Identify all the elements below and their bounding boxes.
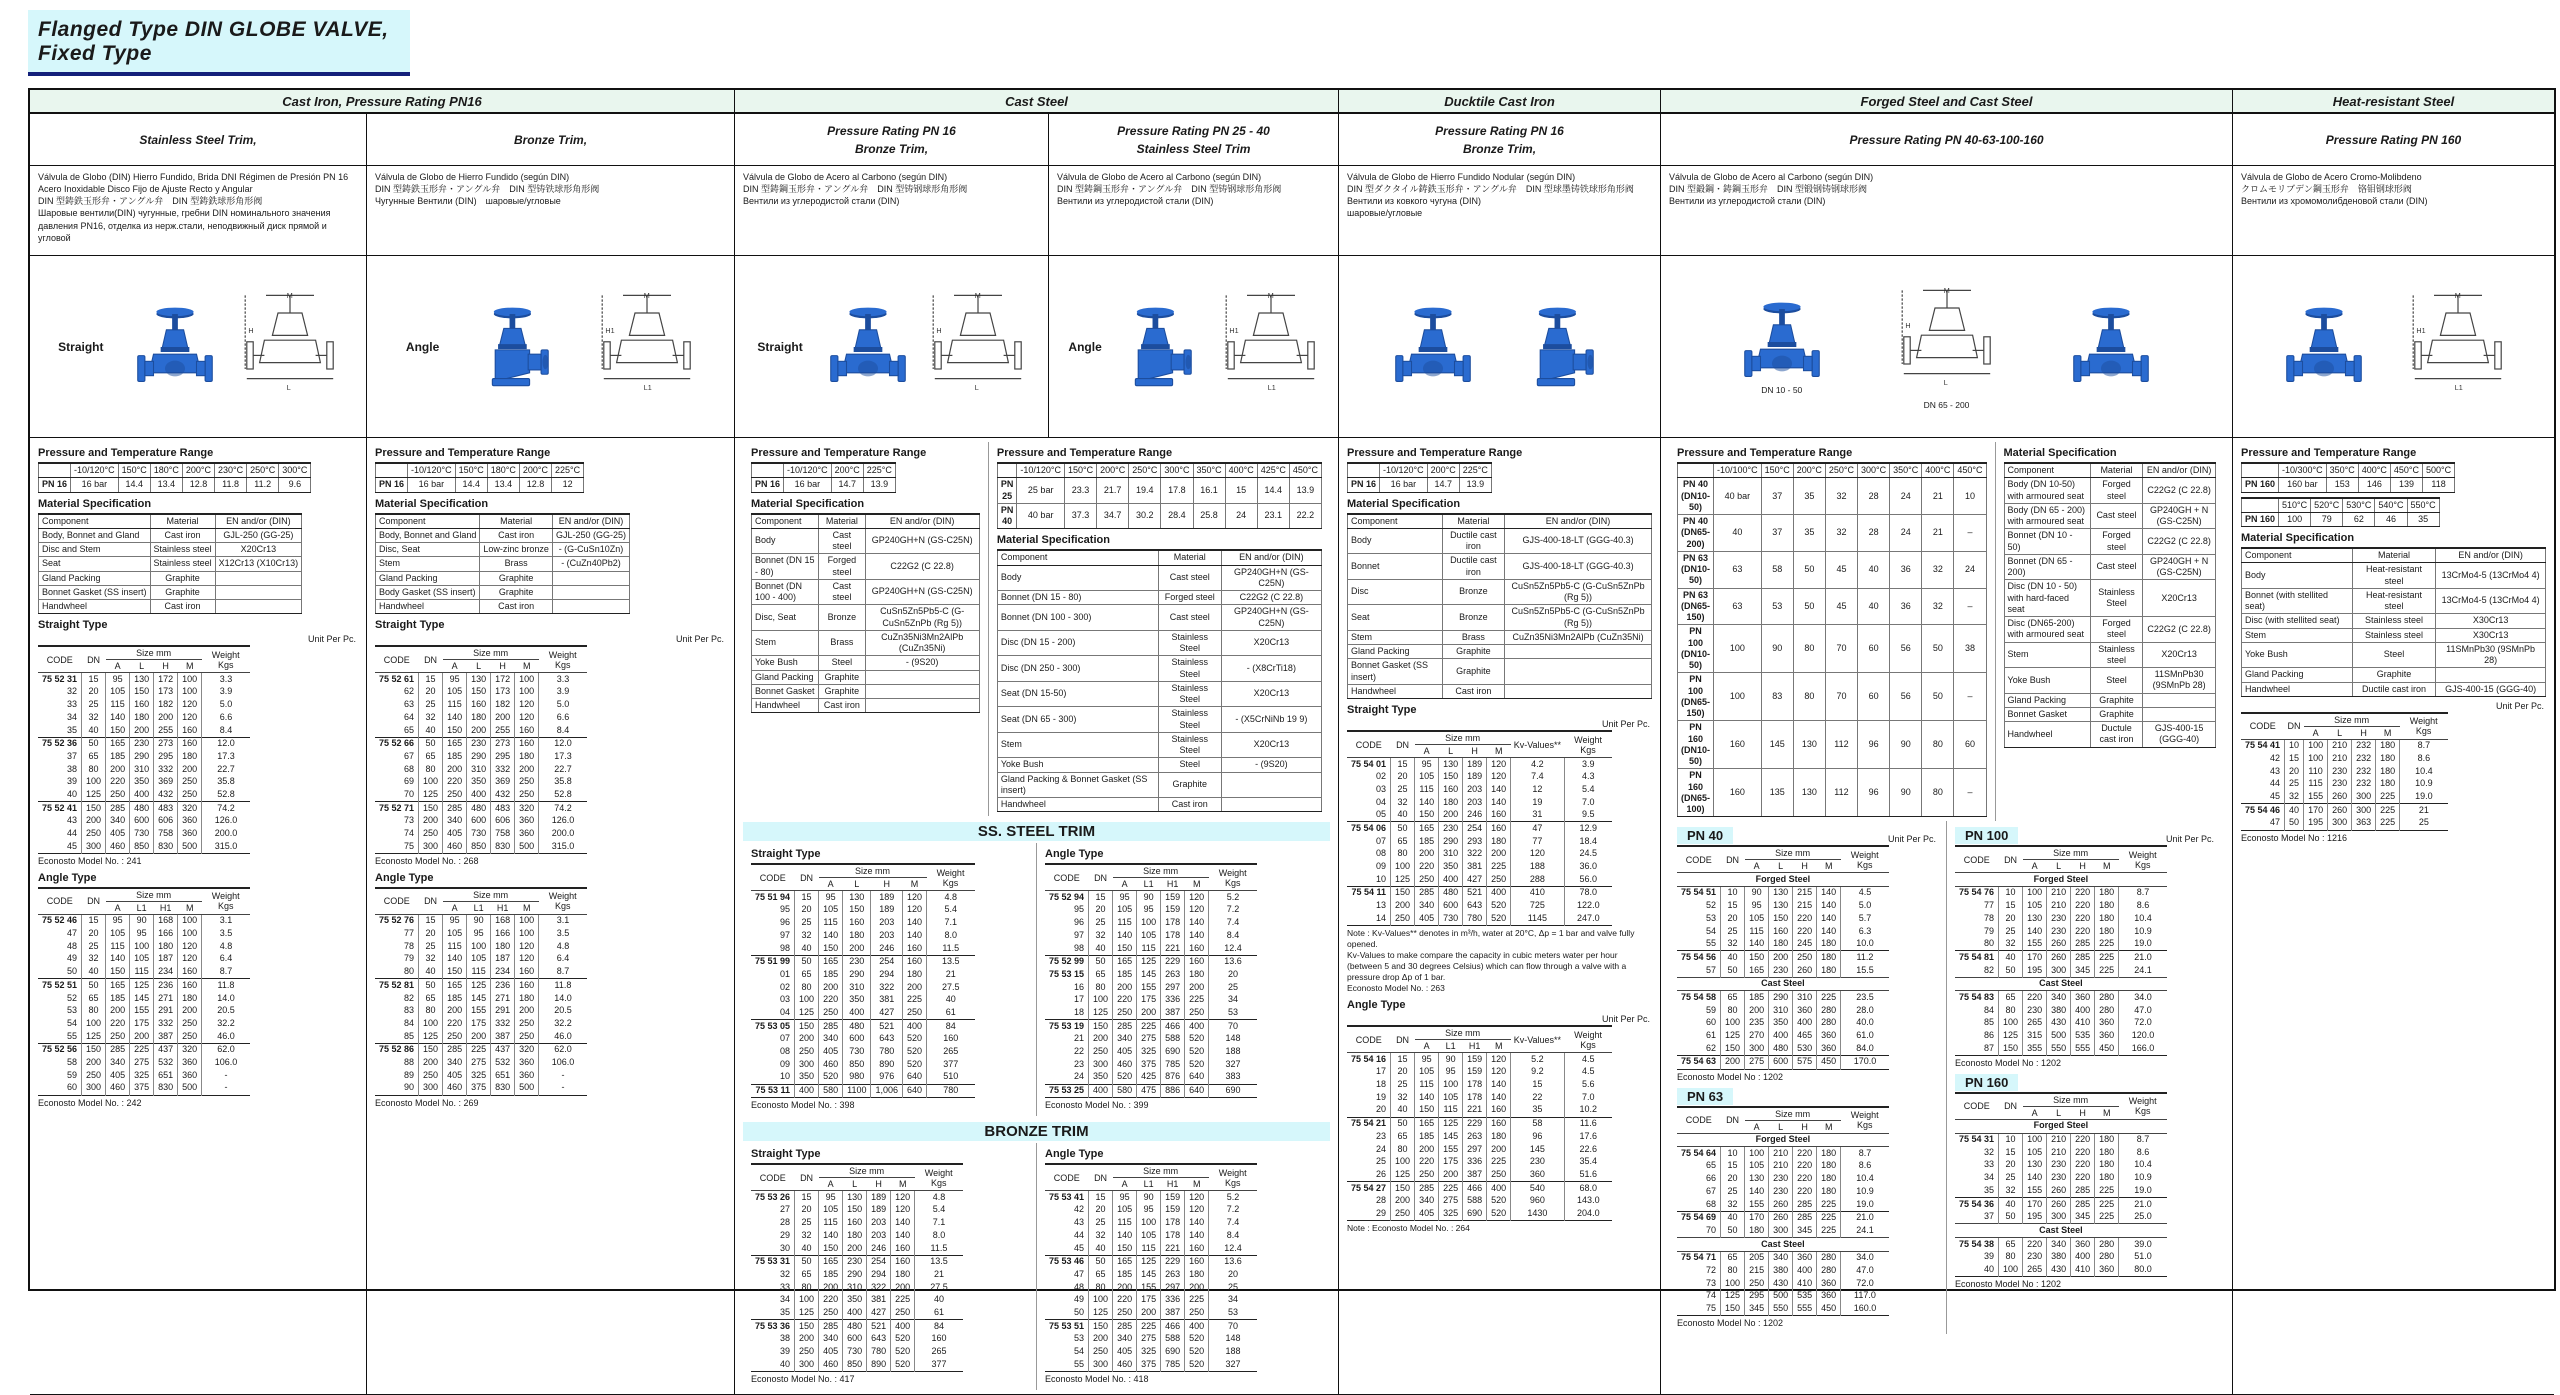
straight-dimensions-table: CODE DN Size mm Weight Kgs A L H M 75 51 94 15 95 130 189 120 4.8 95 20 105 150 189 120 5.4 96 25 115 160 203 140 7.1 97 32 140 180 203 140 8.0 98 40 150 200 246 160 11.5 75 51 99 50 165 230 254 160 13.5 01 65 185 290 294 180 21 02 80 200 310 322 200 27.5 03 100 220 350 381 225 40 04 125 250 400 427 250 61 75 53 05 150 285 480 521 400 84 07 200 340 600 643 520 160 08 250 405 730 780 520 265 09 300 460 850 890 520 377 10 350 520 980 976 640 510 75 53 11 400 580 1100 1,006 640 780 <box>751 863 1028 1098</box>
straight-dimensions-table: CODE DN Size mm Kv-Values** Weight Kgs A L H M 75 54 01 15 95 130 189 120 4.2 3.9 02 20 105 150 189 120 7.4 4.3 03 25 115 160 203 140 12 5.4 04 32 140 180 203 140 19 7.0 05 40 150 200 246 160 31 9.5 75 54 06 50 165 230 254 160 47 12.9 07 65 185 290 293 180 77 18.4 08 80 200 310 322 200 120 24.5 09 100 220 350 381 225 188 36.0 10 125 250 400 427 250 288 56.0 75 54 11 150 285 480 521 400 410 78.0 13 200 340 600 643 520 725 122.0 14 250 405 730 780 520 1145 247.0 <box>1347 730 1652 926</box>
angle-dimensions-table: CODE DN Size mm Weight Kgs A L1 H1 M 75 53 41 15 95 90 159 120 5.2 42 20 105 95 159 120 7.2 43 25 115 100 178 140 7.4 44 32 140 105 178 140 8.4 45 40 150 115 221 160 12.4 75 53 46 50 165 125 229 160 13.6 47 65 185 145 263 180 20 48 80 200 155 297 200 25 49 100 220 175 336 225 34 50 125 250 200 387 250 53 75 53 51 150 285 225 466 400 70 53 200 340 275 588 520 148 54 250 405 325 690 520 188 55 300 460 375 785 520 327 <box>1045 1163 1322 1372</box>
svg-text:M: M <box>2455 290 2462 300</box>
mat-heading: Material Specification <box>38 497 152 510</box>
straight-dimensions-table: CODE DN Size mm Weight Kgs A L H M 75 52 61 15 95 130 172 100 3.3 62 20 105 150 173 100 3.9 63 25 115 160 182 120 5.0 64 32 140 180 200 120 6.6 65 40 150 200 255 160 8.4 75 52 66 50 165 230 273 160 12.0 67 65 185 290 295 180 17.3 68 80 200 310 332 200 22.7 69 100 220 350 369 250 35.8 70 125 250 400 432 250 52.8 75 52 71 150 285 480 483 320 74.2 73 200 340 600 606 360 126.0 74 250 405 730 758 360 200.0 75 300 460 850 830 500 315.0 <box>375 645 726 854</box>
group-header-ductile-cast-iron: Ducktile Cast Iron <box>1338 90 1660 114</box>
page-title: Flanged Type DIN GLOBE VALVE, Fixed Type <box>28 10 410 76</box>
straight-type-heading: Straight Type <box>751 848 821 861</box>
forged-mat-section <box>1995 442 2224 821</box>
pn160-dimensions-table: CODE DN Size mm Weight Kgs A L H M Forged Steel 75 54 31 10 100 210 220 180 8.7 32 15 105 210 220 180 8.6 33 20 130 230 220 180 10.4 34 25 140 230 220 180 10.9 35 32 155 260 285 225 19.0 75 54 36 40 170 260 285 225 21.0 37 50 195 300 345 225 25.0 Cast Steel 75 54 38 65 220 340 360 280 39.0 39 80 230 380 400 280 51.0 40 100 265 430 410 360 80.0 <box>1955 1092 2216 1277</box>
svg-text:L: L <box>1943 377 1948 387</box>
mat-heading: Material Specification <box>2003 447 2117 459</box>
pn160-banner: PN 160 <box>1955 1074 2018 1091</box>
description-col5: Válvula de Globo de Hierro Fundido Nodular (según DIN) DIN 型ダクタイル鋳鉄玉形弁・アングル弁 DIN 型球墨铸铁球形角形阀 Вентили из ковкого чугуна (DIN) шаровые/угловые <box>1338 166 1660 256</box>
column-cast-iron-bronze-trim <box>366 438 734 1395</box>
dimensions-table: CODE DN Size mm Weight Kgs A L H M 75 54 41 10 100 210 232 180 8.7 42 15 100 210 232 180 8.6 43 20 110 230 232 180 10.4 44 25 115 230 232 180 10.9 45 32 155 260 300 225 19.0 75 54 46 40 170 260 300 225 21 47 50 195 300 363 225 25 <box>2241 712 2546 831</box>
svg-text:L1: L1 <box>2455 382 2464 392</box>
angle-valve-drawing <box>1223 289 1319 405</box>
pt-table: -10/120°C 200°C 225°C PN 16 16 bar 14.7 13.9 <box>1347 462 1652 493</box>
straight-type-heading: Straight Type <box>1347 704 1417 716</box>
straight-valve-photo <box>1390 304 1476 390</box>
svg-text:M: M <box>1943 285 1950 295</box>
forged-valve-drawing <box>1899 284 1995 400</box>
pt-table-300-500: -10/300°C 350°C 400°C 450°C 500°C PN 160 160 bar 153 146 139 118 <box>2241 462 2546 493</box>
svg-text:H1: H1 <box>605 325 615 335</box>
model-number: Econosto Model No. : 269 <box>375 1097 479 1108</box>
pn40-pn63-section <box>1669 821 1946 1334</box>
subheader-ductile-pn16: Pressure Rating PN 16 Bronze Trim, <box>1338 114 1660 166</box>
unit-per-pc-label: Unit Per Pc. <box>1601 719 1650 729</box>
image-band-col7 <box>2232 256 2554 438</box>
pt-heading: Pressure and Temperature Range <box>996 447 1173 459</box>
pt-heading: Pressure and Temperature Range <box>2241 447 2417 459</box>
column-forged-cast-steel <box>1660 438 2232 1395</box>
svg-text:M: M <box>286 290 293 300</box>
svg-text:M: M <box>974 290 981 300</box>
ss-trim-angle-section <box>1036 843 1330 1116</box>
straight-valve-photo <box>132 304 218 390</box>
angle-valve-photo <box>1523 304 1609 390</box>
angle-type-heading: Angle Type <box>38 871 97 884</box>
material-table: Component Material EN and/or (DIN) Body, Bonnet and Gland Cast iron GJL-250 (GG-25) Disc and Stem Stainless steel X20Cr13 Seat Stainless steel X12Cr13 (X10Cr13) Gland Packing Graphite Bonnet Gasket (SS insert) Graphite Handwheel Cast iron <box>38 513 358 615</box>
pt-heading: Pressure and Temperature Range <box>1347 447 1523 459</box>
model-number: Econosto Model No. : 268 <box>375 855 479 866</box>
angle-type-heading: Angle Type <box>1045 848 1104 861</box>
cast-valve-photo <box>2068 304 2154 390</box>
subheader-bronze-trim: Bronze Trim, <box>366 114 734 166</box>
mat-heading: Material Specification <box>375 497 489 510</box>
pt-heading: Pressure and Temperature Range <box>751 447 927 459</box>
bronze-trim-straight-section <box>743 1143 1036 1390</box>
svg-text:M: M <box>1267 290 1274 300</box>
image-band-col3 <box>734 256 1048 438</box>
column-cast-iron-ss-trim <box>30 438 366 1395</box>
svg-text:L: L <box>974 382 979 392</box>
forged-pt-section <box>1669 442 1995 821</box>
group-header-cast-steel: Cast Steel <box>734 90 1338 114</box>
mat-heading: Material Specification <box>2241 532 2355 544</box>
photo-label-straight: Straight <box>58 339 104 354</box>
unit-per-pc-label: Unit Per Pc. <box>675 634 724 645</box>
pt-heading: Pressure and Temperature Range <box>375 447 551 459</box>
pt-table: -10/120°C 150°C 180°C 200°C 225°C PN 16 16 bar 14.4 13.4 12.8 12 <box>375 462 726 493</box>
subheader-cs-pn25-40: Pressure Rating PN 25 - 40 Stainless Steel Trim <box>1048 114 1338 166</box>
unit-per-pc-label: Unit Per Pc. <box>307 634 356 645</box>
ss-steel-trim-banner: SS. STEEL TRIM <box>743 822 1330 841</box>
angle-valve-drawing <box>599 289 695 405</box>
group-header-heat-resistant-steel: Heat-resistant Steel <box>2232 90 2554 114</box>
angle-valve-photo <box>1121 304 1207 390</box>
pt-table: -10/100°C 150°C 200°C 250°C 300°C 350°C 400°C 450°C PN 40 (DN10-50) 40 bar 37 35 32 28 24 21 10 PN 40 (DN65-200) 40 37 35 32 28 24 21 – PN 63 (DN10-50) 63 58 50 45 40 36 32 24 PN 63 (DN65-150) 63 53 50 45 40 36 32 – PN 100 (DN10-50) 100 90 80 70 60 56 50 38 PN 100 (DN65-150) 100 83 80 70 60 56 50 – PN 160 (DN10-50) 160 145 130 112 96 90 80 60 PN 160 (DN65-100) 160 135 130 112 96 90 80 – <box>1677 462 1987 817</box>
angle-dimensions-table: CODE DN Size mm Weight Kgs A L1 H1 M 75 52 94 15 95 90 159 120 5.2 95 20 105 95 159 120 7.2 96 25 115 100 178 140 7.4 97 32 140 105 178 140 8.4 98 40 150 115 221 160 12.4 75 52 99 50 165 125 229 160 13.6 75 53 15 65 185 145 263 180 20 16 80 200 155 297 200 25 17 100 220 175 336 225 34 18 125 250 200 387 250 53 75 53 19 150 285 225 466 400 70 21 200 340 275 588 520 148 22 250 405 325 690 520 188 23 300 460 375 785 520 327 24 350 520 425 876 640 383 75 53 25 400 580 475 886 640 690 <box>1045 863 1322 1098</box>
straight-type-heading: Straight Type <box>38 619 108 632</box>
mat-heading: Material Specification <box>751 497 865 510</box>
description-col7: Válvula de Globo de Acero Cromo-Molibdeno クロムモリブデン鋼玉形弁 铬钼钢球形阀 Вентили из хромомолибденовой стали (DIN) <box>2232 166 2554 256</box>
unit-per-pc-label: Unit Per Pc. <box>1601 1014 1650 1025</box>
model-number: Econosto Model No. : 417 <box>751 1373 855 1384</box>
angle-dimensions-table: CODE DN Size mm Weight Kgs A L1 H1 M 75 52 76 15 95 90 168 100 3.1 77 20 105 95 166 100 3.5 78 25 115 100 180 120 4.8 79 32 140 105 187 120 6.4 80 40 150 115 234 160 8.7 75 52 81 50 165 125 236 160 11.8 82 65 185 145 271 180 14.0 83 80 200 155 291 200 20.5 84 100 220 175 332 250 32.2 85 125 250 200 387 250 46.0 75 52 86 150 285 225 437 320 62.0 88 200 340 275 532 360 106.0 89 250 405 325 651 360 - 90 300 460 375 830 500 - <box>375 887 726 1096</box>
pt-table: -10/120°C 200°C 225°C PN 16 16 bar 14.7 13.9 <box>751 462 980 493</box>
mat-heading: Material Specification <box>1347 497 1461 510</box>
material-table: Component Material EN and/or (DIN) Body Heat-resistant steel 13CrMo4-5 (13CrMo4 4) Bonnet (with stellited seat) Heat-resistant steel 13CrMo4-5 (13CrMo4 4) Disc (with stellited seat) Stainless steel X30Cr13 Stem Stainless steel X30Cr13 Yoke Bush Steel 11SMnPb30 (9SMnPb 28) Gland Packing Graphite Handwheel Ductile cast iron GJS-400-15 (GGG-40) <box>2241 547 2546 697</box>
column-cast-steel-group <box>734 438 1338 1395</box>
svg-text:L: L <box>286 382 291 392</box>
ss-trim-straight-section <box>743 843 1036 1116</box>
pn100-pn160-section <box>1946 821 2224 1334</box>
angle-dimensions-table: CODE DN Size mm Weight Kgs A L1 H1 M 75 52 46 15 95 90 168 100 3.1 47 20 105 95 166 100 3.5 48 25 115 100 180 120 4.8 49 32 140 105 187 120 6.4 50 40 150 115 234 160 8.7 75 52 51 50 165 125 236 160 11.8 52 65 185 145 271 180 14.0 53 80 200 155 291 200 20.5 54 100 220 175 332 250 32.2 55 125 250 200 387 250 46.0 75 52 56 150 285 225 437 320 62.0 58 200 340 275 532 360 106.0 59 250 405 325 651 360 - 60 300 460 375 830 500 - <box>38 887 358 1096</box>
material-table: Component Material EN and/or (DIN) Body, Bonnet and Gland Cast iron GJL-250 (GG-25) Disc, Seat Low-zinc bronze - (G-CuSn10Zn) Stem Brass - (CuZn40Pb2) Gland Packing Graphite Body Gasket (SS insert) Graphite Handwheel Cast iron <box>375 513 726 615</box>
forged-valve-photo <box>1739 299 1825 385</box>
subheader-forged-pn40-160: Pressure Rating PN 40-63-100-160 <box>1660 114 2232 166</box>
angle-type-heading: Angle Type <box>375 871 434 884</box>
image-band-col6 <box>1660 256 2232 438</box>
description-col3: Válvula de Globo de Acero al Carbono (según DIN) DIN 型鋳鋼玉形弁・アングル弁 DIN 型铸钢球形角形阀 Вентили из углеродистой стали (DIN) <box>734 166 1048 256</box>
model-number: Econosto Model No : 1216 <box>2241 832 2348 843</box>
column-ductile-cast-iron <box>1338 438 1660 1395</box>
subheader-cs-pn16: Pressure Rating PN 16 Bronze Trim, <box>734 114 1048 166</box>
drawing-label-dn10-50: DN 10 - 50 <box>1761 384 1803 395</box>
model-number: Econosto Model No. : 242 <box>38 1097 142 1108</box>
cast-steel-pn25-40-specs <box>988 442 1330 816</box>
kv-note: Note : Kv-Values** denotes in m³/h, water at 20°C, Δp = 1 bar and valve fully opened. Kv-Values to make compare the capacity in cubic meters water per hour (between 5 and 30 degrees Celsius) which can flow through a valve with a pressure drop Δp of 1 bar. Econosto Model No. : 263 <box>1347 927 1635 994</box>
unit-per-pc-label: Unit Per Pc. <box>2495 700 2544 711</box>
image-band-col5 <box>1338 256 1660 438</box>
svg-text:H1: H1 <box>1228 325 1239 335</box>
image-band-col4 <box>1048 256 1338 438</box>
svg-text:L1: L1 <box>1267 382 1276 392</box>
pt-table: -10/120°C 150°C 200°C 250°C 300°C 350°C 400°C 425°C 450°C PN 25 25 bar 23.3 21.7 19.4 17.8 16.1 15 14.4 13.9 PN 40 40 bar 37.3 34.7 30.2 28.4 25.8 24 23.1 22.2 <box>997 462 1322 529</box>
subheader-stainless-steel-trim: Stainless Steel Trim, <box>30 114 366 166</box>
straight-valve-drawing <box>930 289 1026 405</box>
heat-valve-photo <box>2281 304 2367 390</box>
description-col2: Válvula de Globo de Hierro Fundido (según DIN) DIN 型鋳鉄玉形弁・アングル弁 DIN 型铸铁球形角形阀 Чугунные Вентили (DIN) шаровые/угловые <box>366 166 734 256</box>
mat-heading: Material Specification <box>996 534 1110 547</box>
pn40-banner: PN 40 <box>1677 827 1733 844</box>
straight-type-heading: Straight Type <box>375 619 445 632</box>
drawing-label-dn65-200: DN 65 - 200 <box>1923 399 1970 410</box>
straight-dimensions-table: CODE DN Size mm Weight Kgs A L H M 75 53 26 15 95 130 189 120 4.8 27 20 105 150 189 120 5.4 28 25 115 160 203 140 7.1 29 32 140 180 203 140 8.0 30 40 150 200 246 160 11.5 75 53 31 50 165 230 254 160 13.5 32 65 185 290 294 180 21 33 80 200 310 322 200 27.5 34 100 220 350 381 225 40 35 125 250 400 427 250 61 75 53 36 150 285 480 521 400 84 38 200 340 600 643 520 160 39 250 405 730 780 520 265 40 300 460 850 890 520 377 <box>751 1163 1028 1372</box>
description-col6: Válvula de Globo de Acero al Carbono (según DIN) DIN 型鍛鋼・鋳鋼玉形弁 DIN 型锻钢铸钢球形阀 Вентили из углеродистой стали (DIN) <box>1660 166 2232 256</box>
svg-text:H: H <box>1904 320 1911 330</box>
straight-valve-photo <box>825 304 911 390</box>
pt-heading: Pressure and Temperature Range <box>38 447 214 459</box>
material-table: Component Material EN and/or (DIN) Body Cast steel GP240GH+N (GS-C25N) Bonnet (DN 15 - 80) Forged steel C22G2 (C 22.8) Bonnet (DN 100 - 400) Cast steel GP240GH+N (GS-C25N) Disc, Seat Bronze CuSn5Zn5Pb5-C (G-CuSn5ZnPb (Rg 5)) Stem Brass CuZn35Ni3Mn2AlPb (CuZn35Ni) Yoke Bush Steel - (9S20) Gland Packing Graphite Bonnet Gasket Graphite Handwheel Cast iron <box>751 513 980 714</box>
material-table: Component Material EN and/or (DIN) Body Ductile cast iron GJS-400-18-LT (GGG-40.3) Bonnet Ductile cast iron GJS-400-18-LT (GGG-40.3) Disc Bronze CuSn5Zn5Pb5-C (G-CuSn5ZnPb (Rg 5)) Seat Bronze CuSn5Zn5Pb5-C (G-CuSn5ZnPb (Rg 5)) Stem Brass CuZn35Ni3Mn2AlPb (CuZn35Ni) Gland Packing Graphite Bonnet Gasket (SS insert) Graphite Handwheel Cast iron <box>1347 513 1652 700</box>
material-table: Component Material EN and/or (DIN) Body (DN 10-50) with armoured seat Forged steel C22G2 (C 22.8) Body (DN 65 - 200) with armoured seat Cast steel GP240GH + N (GS-C25N) Bonnet (DN 10 - 50) Forged steel C22G2 (C 22.8) Bonnet (DN 65 - 200) Cast steel GP240GH + N (GS-C25N) Disc (DN 10 - 50) with hard-faced seat Stainless Steel X20Cr13 Disc (DN65-200) with armoured seat Forged steel C22G2 (C 22.8) Stem Stainless steel X20Cr13 Yoke Bush Steel 11SMnPb30 (9SMnPb 28) Gland Packing Graphite Bonnet Gasket Graphite Handwheel Ductule cast iron GJS-400-15 (GGG-40) <box>2004 462 2216 748</box>
unit-per-pc-label: Unit Per Pc. <box>1887 834 1936 845</box>
pt-table: -10/120°C 150°C 180°C 200°C 230°C 250°C 300°C PN 16 16 bar 14.4 13.4 12.8 11.8 11.2 9.6 <box>38 462 358 493</box>
straight-valve-drawing <box>242 289 338 405</box>
unit-per-pc-label: Unit Per Pc. <box>2165 834 2214 845</box>
group-header-cast-iron: Cast Iron, Pressure Rating PN16 <box>30 90 734 114</box>
image-band-col2 <box>366 256 734 438</box>
column-heat-resistant-steel <box>2232 438 2554 1395</box>
model-number: Econosto Model No : 1202 <box>1677 1071 1784 1082</box>
svg-text:H1: H1 <box>2416 325 2426 335</box>
group-header-forged-cast-steel: Forged Steel and Cast Steel <box>1660 90 2232 114</box>
pn63-banner: PN 63 <box>1677 1088 1733 1105</box>
angle-dimensions-table: CODE DN Size mm Kv-Values** Weight Kgs A L1 H1 M 75 54 16 15 95 90 159 120 5.2 4.5 17 20 105 95 159 120 9.2 4.5 18 25 115 100 178 140 15 5.6 19 32 140 105 178 140 22 7.0 20 40 150 115 221 160 35 10.2 75 54 21 50 165 125 229 160 58 11.6 23 65 185 145 263 180 96 17.6 24 80 200 155 297 200 145 22.6 25 100 220 175 336 225 230 35.4 26 125 250 200 387 250 360 51.6 75 54 27 150 285 225 466 400 540 68.0 28 200 340 275 588 520 960 143.0 29 250 405 325 690 520 1430 204.0 <box>1347 1025 1652 1221</box>
pn63-dimensions-table: CODE DN Size mm Weight Kgs A L H M Forged Steel 75 54 64 10 100 210 220 180 8.7 65 15 105 210 220 180 8.6 66 20 130 230 220 180 10.4 67 25 140 230 220 180 10.9 68 32 155 260 285 225 19.0 75 54 69 40 170 260 285 225 21.0 70 50 180 300 345 225 24.1 Cast Steel 75 54 71 65 205 340 360 280 34.0 72 80 215 380 400 280 47.0 73 100 250 430 410 360 72.0 74 125 295 500 535 360 117.0 75 150 345 550 555 450 160.0 <box>1677 1106 1938 1317</box>
image-band-col1 <box>30 256 366 438</box>
heat-valve-drawing <box>2410 289 2506 405</box>
cast-steel-pn16-specs <box>743 442 988 816</box>
svg-text:L1: L1 <box>643 382 652 392</box>
subheader-heat-pn160: Pressure Rating PN 160 <box>2232 114 2554 166</box>
pt-table-510-550: 510°C 520°C 530°C 540°C 550°C PN 160 100 79 62 46 35 <box>2241 497 2546 528</box>
model-note: Note : Econosto Model No. : 264 <box>1347 1223 1470 1234</box>
model-number: Econosto Model No : 1202 <box>1677 1318 1784 1329</box>
svg-text:H: H <box>248 325 254 335</box>
description-col4: Válvula de Globo de Acero al Carbono (según DIN) DIN 型鋳鋼玉形弁・アングル弁 DIN 型铸钢球形角形阀 Вентили из углеродистой стали (DIN) <box>1048 166 1338 256</box>
pn100-banner: PN 100 <box>1955 827 2018 844</box>
material-table: Component Material EN and/or (DIN) Body Cast steel GP240GH+N (GS-C25N) Bonnet (DN 15 - 80) Forged steel C22G2 (C 22.8) Bonnet (DN 100 - 300) Cast steel GP240GH+N (GS-C25N) Disc (DN 15 - 200) Stainless Steel X20Cr13 Disc (DN 250 - 300) Stainless Steel - (X8CrTi18) Seat (DN 15-50) Stainless Steel X20Cr13 Seat (DN 65 - 300) Stainless Steel - (X5CrNiNb 19 9) Stem Stainless Steel X20Cr13 Yoke Bush Steel - (9S20) Gland Packing & Bonnet Gasket (SS insert) Graphite Handwheel Cast iron <box>997 549 1322 812</box>
angle-type-heading: Angle Type <box>1045 1148 1104 1161</box>
svg-text:H: H <box>935 325 942 335</box>
angle-type-heading: Angle Type <box>1347 999 1406 1012</box>
straight-type-heading: Straight Type <box>751 1148 821 1161</box>
model-number: Econosto Model No : 1202 <box>1955 1057 2062 1068</box>
photo-label-angle: Angle <box>405 339 440 354</box>
model-number: Econosto Model No. : 398 <box>751 1100 855 1111</box>
straight-dimensions-table: CODE DN Size mm Weight Kgs A L H M 75 52 31 15 95 130 172 100 3.3 32 20 105 150 173 100 3.9 33 25 115 160 182 120 5.0 34 32 140 180 200 120 6.6 35 40 150 200 255 160 8.4 75 52 36 50 165 230 273 160 12.0 37 65 185 290 295 180 17.3 38 80 200 310 332 200 22.7 39 100 220 350 369 250 35.8 40 125 250 400 432 250 52.8 75 52 41 150 285 480 483 320 74.2 43 200 340 600 606 360 126.0 44 250 405 730 758 360 200.0 45 300 460 850 830 500 315.0 <box>38 645 358 854</box>
model-number: Econosto Model No : 1202 <box>1955 1279 2062 1290</box>
model-number: Econosto Model No. : 418 <box>1045 1373 1149 1384</box>
svg-text:M: M <box>643 290 650 300</box>
model-number: Econosto Model No. : 241 <box>38 855 142 866</box>
angle-valve-photo <box>478 304 564 390</box>
photo-label-cs-angle: Angle <box>1068 339 1102 354</box>
catalog-table-frame <box>28 88 2556 1384</box>
pn100-dimensions-table: CODE DN Size mm Weight Kgs A L H M Forged Steel 75 54 76 10 100 210 220 180 8.7 77 15 105 210 220 180 8.6 78 20 130 230 220 180 10.4 79 25 140 230 220 180 10.9 80 32 155 260 285 225 19.0 75 54 81 40 170 260 285 225 21.0 82 50 195 300 345 225 24.1 Cast Steel 75 54 83 65 220 340 360 280 34.0 84 80 230 380 400 280 47.0 85 100 265 430 410 360 72.0 86 125 315 500 535 360 120.0 87 150 355 550 555 450 166.0 <box>1955 845 2216 1056</box>
pn40-dimensions-table: CODE DN Size mm Weight Kgs A L H M Forged Steel 75 54 51 10 90 130 215 140 4.5 52 15 95 130 215 140 5.0 53 20 105 150 220 140 5.7 54 25 115 160 220 140 6.3 55 32 140 180 245 180 10.0 75 54 56 40 150 200 250 180 11.2 57 50 165 230 260 180 15.5 Cast Steel 75 54 58 65 185 290 310 225 23.5 59 80 200 310 360 280 28.0 60 100 235 350 400 280 40.0 61 125 270 400 465 360 61.0 62 150 300 480 530 360 84.0 75 54 63 200 275 600 575 450 170.0 <box>1677 845 1938 1069</box>
photo-label-cs-straight: Straight <box>757 339 803 354</box>
description-col1: Válvula de Globo (DIN) Hierro Fundido, Brida DNI Régimen de Presión PN 16 Acero Inoxidable Disco Fijo de Ajuste Recto y Angular DIN 型鋳鉄玉形弁・アングル弁 DIN 型鋳鉄球形角形阀 Шаровые вентили(DIN) чугунные, гребни DIN номинального значения давления PN16, отделка из нерж.стали, неподвижный диск прямой и угловой <box>30 166 366 256</box>
pt-heading: Pressure and Temperature Range <box>1677 447 1853 459</box>
bronze-trim-banner: BRONZE TRIM <box>743 1122 1330 1141</box>
bronze-trim-angle-section <box>1036 1143 1330 1390</box>
model-number: Econosto Model No. : 399 <box>1045 1100 1149 1111</box>
